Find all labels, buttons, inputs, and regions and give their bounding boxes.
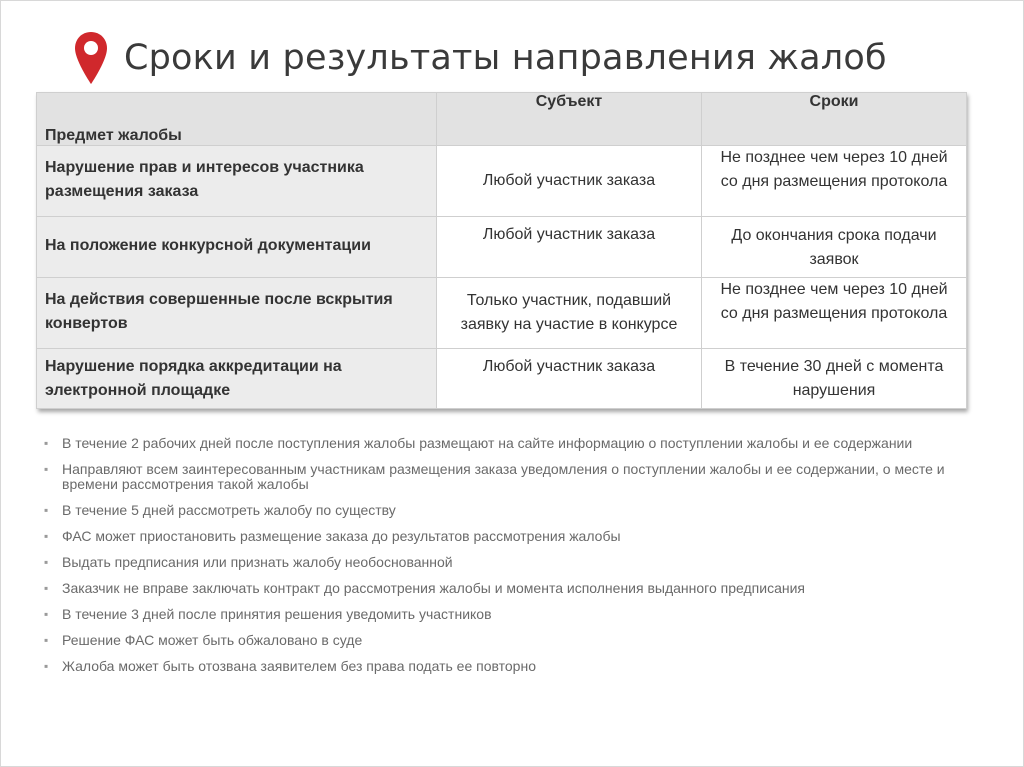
row-deadline: Не позднее чем через 10 дней со дня размещения протокола bbox=[702, 146, 967, 217]
column-header-topic: Предмет жалобы bbox=[37, 93, 437, 146]
bullet-icon: ▪ bbox=[44, 555, 49, 569]
row-subject: Любой участник заказа bbox=[437, 146, 702, 217]
complaints-table bbox=[36, 92, 967, 409]
row-deadline: В течение 30 дней с момента нарушения bbox=[702, 349, 967, 409]
bullet-icon: ▪ bbox=[44, 633, 49, 647]
bullet-icon: ▪ bbox=[44, 503, 49, 517]
list-item bbox=[42, 529, 982, 544]
list-item bbox=[42, 503, 982, 518]
table-row bbox=[37, 146, 967, 217]
row-subject: Только участник, подавший заявку на участие в конкурсе bbox=[437, 278, 702, 349]
note-text: В течение 3 дней после принятия решения уведомить участников bbox=[62, 606, 492, 622]
note-text: Заказчик не вправе заключать контракт до рассмотрения жалобы и момента исполнения выданного предписания bbox=[62, 580, 805, 596]
list-item bbox=[42, 607, 982, 622]
table-row bbox=[37, 278, 967, 349]
row-deadline: До окончания срока подачи заявок bbox=[702, 217, 967, 278]
row-subject: Любой участник заказа bbox=[437, 349, 702, 409]
note-text: ФАС может приостановить размещение заказа до результатов рассмотрения жалобы bbox=[62, 528, 621, 544]
page-title: Сроки и результаты направления жалоб bbox=[124, 38, 887, 78]
complaints-table-wrap bbox=[36, 92, 966, 409]
bullet-icon: ▪ bbox=[44, 581, 49, 595]
table-header-row bbox=[37, 93, 967, 146]
table-row bbox=[37, 217, 967, 278]
list-item bbox=[42, 462, 982, 492]
row-topic: Нарушение прав и интересов участника размещения заказа bbox=[37, 146, 437, 217]
table-row bbox=[37, 349, 967, 409]
note-text: Направляют всем заинтересованным участникам размещения заказа уведомления о поступлении жалобы и ее содержании, о месте и времени рассмотрения такой жалобы bbox=[62, 461, 945, 492]
list-item bbox=[42, 555, 982, 570]
note-text: Жалоба может быть отозвана заявителем без права подать ее повторно bbox=[62, 658, 536, 674]
list-item bbox=[42, 581, 982, 596]
row-topic: Нарушение порядка аккредитации на электронной площадке bbox=[37, 349, 437, 409]
note-text: В течение 2 рабочих дней после поступления жалобы размещают на сайте информацию о поступлении жалобы и ее содержании bbox=[62, 435, 913, 451]
row-topic: На положение конкурсной документации bbox=[37, 217, 437, 278]
bullet-icon: ▪ bbox=[44, 529, 49, 543]
bullet-icon: ▪ bbox=[44, 659, 49, 673]
note-text: Решение ФАС может быть обжаловано в суде bbox=[62, 632, 363, 648]
title-row bbox=[74, 28, 887, 88]
bullet-icon: ▪ bbox=[44, 436, 49, 450]
list-item bbox=[42, 659, 982, 674]
column-header-deadline: Сроки bbox=[702, 93, 967, 146]
notes-list bbox=[42, 436, 982, 685]
bullet-icon: ▪ bbox=[44, 607, 49, 621]
bullet-icon: ▪ bbox=[44, 462, 49, 476]
list-item bbox=[42, 633, 982, 648]
row-deadline: Не позднее чем через 10 дней со дня размещения протокола bbox=[702, 278, 967, 349]
column-header-subject: Субъект bbox=[437, 93, 702, 146]
row-subject: Любой участник заказа bbox=[437, 217, 702, 278]
list-item bbox=[42, 436, 982, 451]
location-pin-icon bbox=[74, 31, 108, 85]
note-text: В течение 5 дней рассмотреть жалобу по существу bbox=[62, 502, 396, 518]
note-text: Выдать предписания или признать жалобу необоснованной bbox=[62, 554, 453, 570]
row-topic: На действия совершенные после вскрытия конвертов bbox=[37, 278, 437, 349]
